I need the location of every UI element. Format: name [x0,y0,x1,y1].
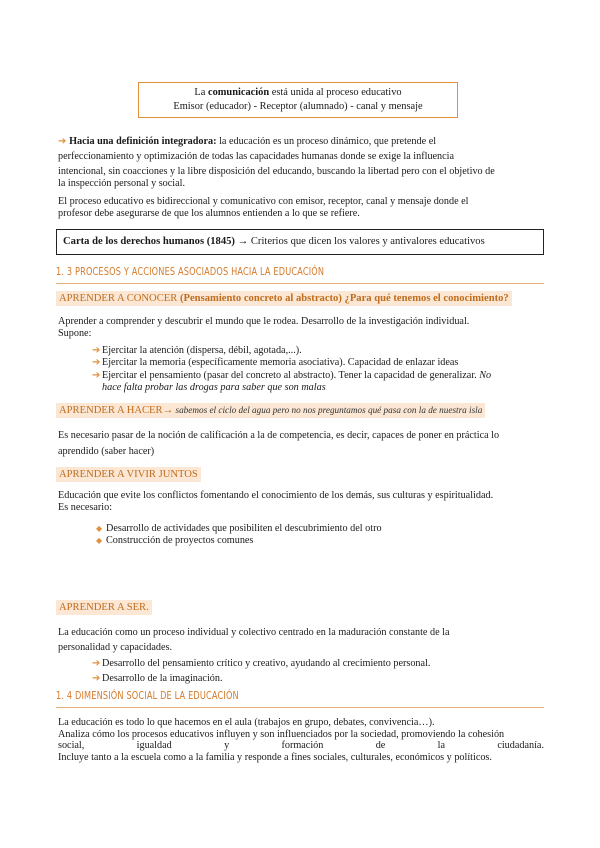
list-item: ➔ Ejercitar la atención (dispersa, débil, agotada,...). [92,345,302,356]
hacer-paragraph: Es necesario pasar de la noción de calificación a la de competencia, es decir, capaces de poner en práctica lo aprendido (saber hacer) [58,430,500,457]
list-item: ➔ Desarrollo del pensamiento crítico y creativo, ayudando al crecimiento personal. [92,658,431,669]
arrow-icon: ➔ [92,673,101,684]
carta-box: Carta de los derechos humanos (1845) → Criterios que dicen los valores y antivalores educativos [56,229,544,255]
section-rule [56,283,544,284]
intro-line-2: Emisor (educador) - Receptor (alumnado) - canal y mensaje [173,101,423,112]
subheading-aprender-vivir: APRENDER A VIVIR JUNTOS [56,467,201,482]
arrow-icon: ➔ [92,357,101,369]
ser-bullets [92,656,544,686]
conocer-bullets [92,345,544,395]
diamond-icon: ◆ [96,536,103,546]
section-heading-1-3: 1. 3 PROCESOS Y ACCIONES ASOCIADOS HACIA LA EDUCACIÓN [56,266,325,278]
ser-paragraph: La educación como un proceso individual y colectivo centrado en la maduración constante de la personalidad y capacidades. [58,627,450,653]
arrow-icon: ➔ [92,658,101,669]
section-rule [56,707,544,708]
vivir-bullets [96,523,536,548]
list-item: ➔ Ejercitar la memoria (específicamente memoria asociativa). Capacidad de enlazar ideas [92,357,459,369]
intro-line-1: La comunicación está unida al proceso educativo [194,87,402,98]
section-heading-1-4: 1. 4 DIMENSIÓN SOCIAL DE LA EDUCACIÓN [56,690,239,702]
arrow-icon: ➔ [92,345,101,356]
list-item: ➔ Desarrollo de la imaginación. [92,673,223,684]
subheading-aprender-ser: APRENDER A SER. [56,600,152,615]
intro-box [138,82,458,118]
arrow-icon: ➔ [58,136,67,147]
arrow-icon: ➔ [92,369,101,381]
list-item: ➔ Ejercitar el pensamiento (pasar del concreto al abstracto). Tener la capacidad de generalizar. No hace falta probar las drogas para saber que son malas [92,369,492,394]
list-item: ◆ Construcción de proyectos comunes [96,535,254,547]
social-paragraph: La educación es todo lo que hacemos en el aula (trabajos en grupo, debates, convivencia…). Analiza cómo los procesos educativos influyen y son influenciados por la sociedad, promoviendo la cohesión social, igualdad y formación de la ciudadanía. Incluye tanto a la escuela como a la familia y responde a fines sociales, culturales, económicos y políticos. [58,717,544,763]
subheading-aprender-conocer: APRENDER A CONOCER (Pensamiento concreto al abstracto) ¿Para qué tenemos el conocimiento? [56,291,512,306]
vivir-paragraph: Educación que evite los conflictos fomentando el conocimiento de los demás, sus culturas y espiritualidad. Es necesario: [58,490,494,513]
diamond-icon: ◆ [96,524,103,533]
conocer-paragraph: Aprender a comprender y descubrir el mundo que le rodea. Desarrollo de la investigación individual. Supone: [58,316,470,339]
justified-line: social, igualdad y formación de la ciudadanía. [58,740,544,751]
definition-paragraph: ➔ Hacia una definición integradora: la educación es un proceso dinámico, que pretende el perfeccionamiento y optimización de todas las capacidades humanas donde se exige la influencia intencional, sin coacciones y la libre disposición del educando, buscando la libertad pero con el objetivo de la inspección personal y social. [58,136,495,189]
bidirectional-paragraph: El proceso educativo es bidireccional y comunicativo con emisor, receptor, canal y mensaje donde el profesor debe asegurarse de que los alumnos entienden a lo que se refiere. [58,196,469,219]
list-item: ◆ Desarrollo de actividades que posibiliten el descubrimiento del otro [96,523,382,534]
subheading-aprender-hacer: APRENDER A HACER→ sabemos el ciclo del agua pero no nos preguntamos qué pasa con la de nuestra isla [56,403,485,418]
